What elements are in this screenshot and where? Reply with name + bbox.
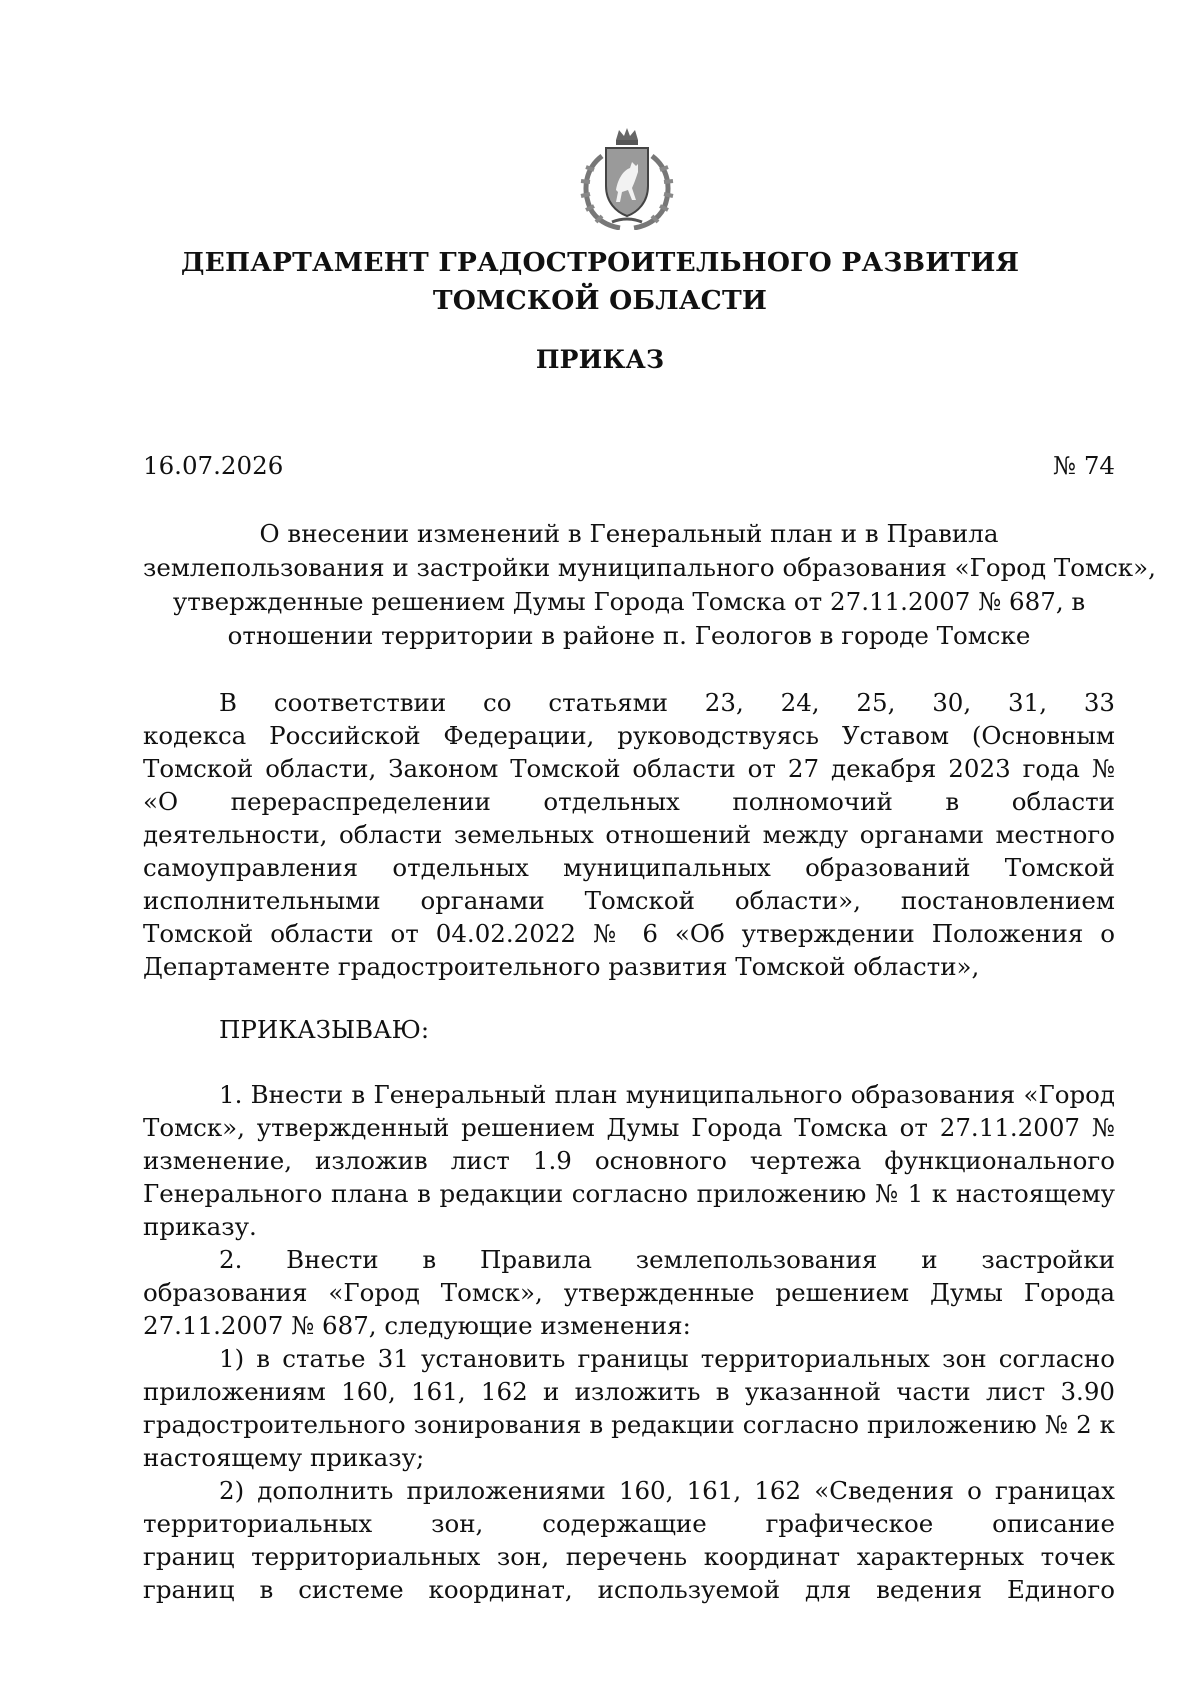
date-number-row xyxy=(143,449,1115,483)
item-line: 1. Внести в Генеральный план муниципального образования «Город xyxy=(219,1080,1115,1109)
preamble-line: Томской области от 04.02.2022 № 6 «Об утверждении Положения о xyxy=(143,919,1115,948)
order-word: ПРИКАЗЫВАЮ: xyxy=(219,1015,430,1044)
item-line: приложениям 160, 161, 162 и изложить в указанной части лист 3.90 xyxy=(143,1377,1115,1406)
subject-line: О внесении изменений в Генеральный план и в Правила xyxy=(259,519,999,548)
item-line: образования «Город Томск», утвержденные решением Думы Города xyxy=(143,1278,1115,1307)
department-title-line-2: ТОМСКОЙ ОБЛАСТИ xyxy=(432,285,768,316)
item-line: границ территориальных зон, перечень координат характерных точек xyxy=(143,1542,1115,1571)
item-line: Томск», утвержденный решением Думы Города Томска от 27.11.2007 № xyxy=(143,1113,1115,1142)
subject-line: утвержденные решением Думы Города Томска от 27.11.2007 № 687, в xyxy=(172,587,1086,616)
item-line: территориальных зон, содержащие графическое описание xyxy=(143,1509,1115,1538)
preamble-line: Департаменте градостроительного развития Томской области», xyxy=(143,952,980,981)
document-subject xyxy=(143,517,1156,653)
preamble-line: Томской области, Законом Томской области от 27 декабря 2023 года № xyxy=(143,754,1115,783)
item-line: Генерального плана в редакции согласно приложению № 1 к настоящему xyxy=(143,1179,1115,1208)
preamble-line: «О перераспределении отдельных полномочий в области xyxy=(143,787,1115,816)
department-title-line-1: ДЕПАРТАМЕНТ ГРАДОСТРОИТЕЛЬНОГО РАЗВИТИЯ xyxy=(180,247,1020,278)
subject-line: отношении территории в районе п. Геологов в городе Томске xyxy=(227,621,1031,650)
item-line: границ в системе координат, используемой для ведения Единого xyxy=(143,1575,1115,1604)
preamble-paragraph xyxy=(143,686,1115,983)
item-line: 1) в статье 31 установить границы территориальных зон согласно xyxy=(219,1344,1115,1373)
item-line: градостроительного зонирования в редакции согласно приложению № 2 к xyxy=(143,1410,1115,1439)
coat-of-arms-icon xyxy=(572,126,682,230)
preamble-line: В соответствии со статьями 23, 24, 25, 30, 31, 33 xyxy=(219,688,1115,717)
document-number: № 74 xyxy=(1052,451,1115,480)
item-line: изменение, изложив лист 1.9 основного чертежа функционального xyxy=(143,1146,1115,1175)
preamble-line: исполнительными органами Томской области», постановлением xyxy=(143,886,1115,915)
item-line: 27.11.2007 № 687, следующие изменения: xyxy=(143,1311,691,1340)
item-line: 2) дополнить приложениями 160, 161, 162 «Сведения о границах xyxy=(219,1476,1115,1505)
item-line: 2. Внести в Правила землепользования и застройки xyxy=(219,1245,1115,1274)
preamble-line: деятельности, области земельных отношений между органами местного xyxy=(143,820,1115,849)
preamble-line: самоуправления отдельных муниципальных образований Томской xyxy=(143,853,1115,882)
item-line: настоящему приказу; xyxy=(143,1443,425,1472)
document-type: ПРИКАЗ xyxy=(535,345,665,374)
subject-line: землепользования и застройки муниципального образования «Город Томск», xyxy=(143,553,1156,582)
preamble-line: кодекса Российской Федерации, руководствуясь Уставом (Основным xyxy=(143,721,1115,750)
order-items xyxy=(143,1078,1115,1606)
item-line: приказу. xyxy=(143,1212,257,1241)
document-date: 16.07.2026 xyxy=(143,451,284,480)
